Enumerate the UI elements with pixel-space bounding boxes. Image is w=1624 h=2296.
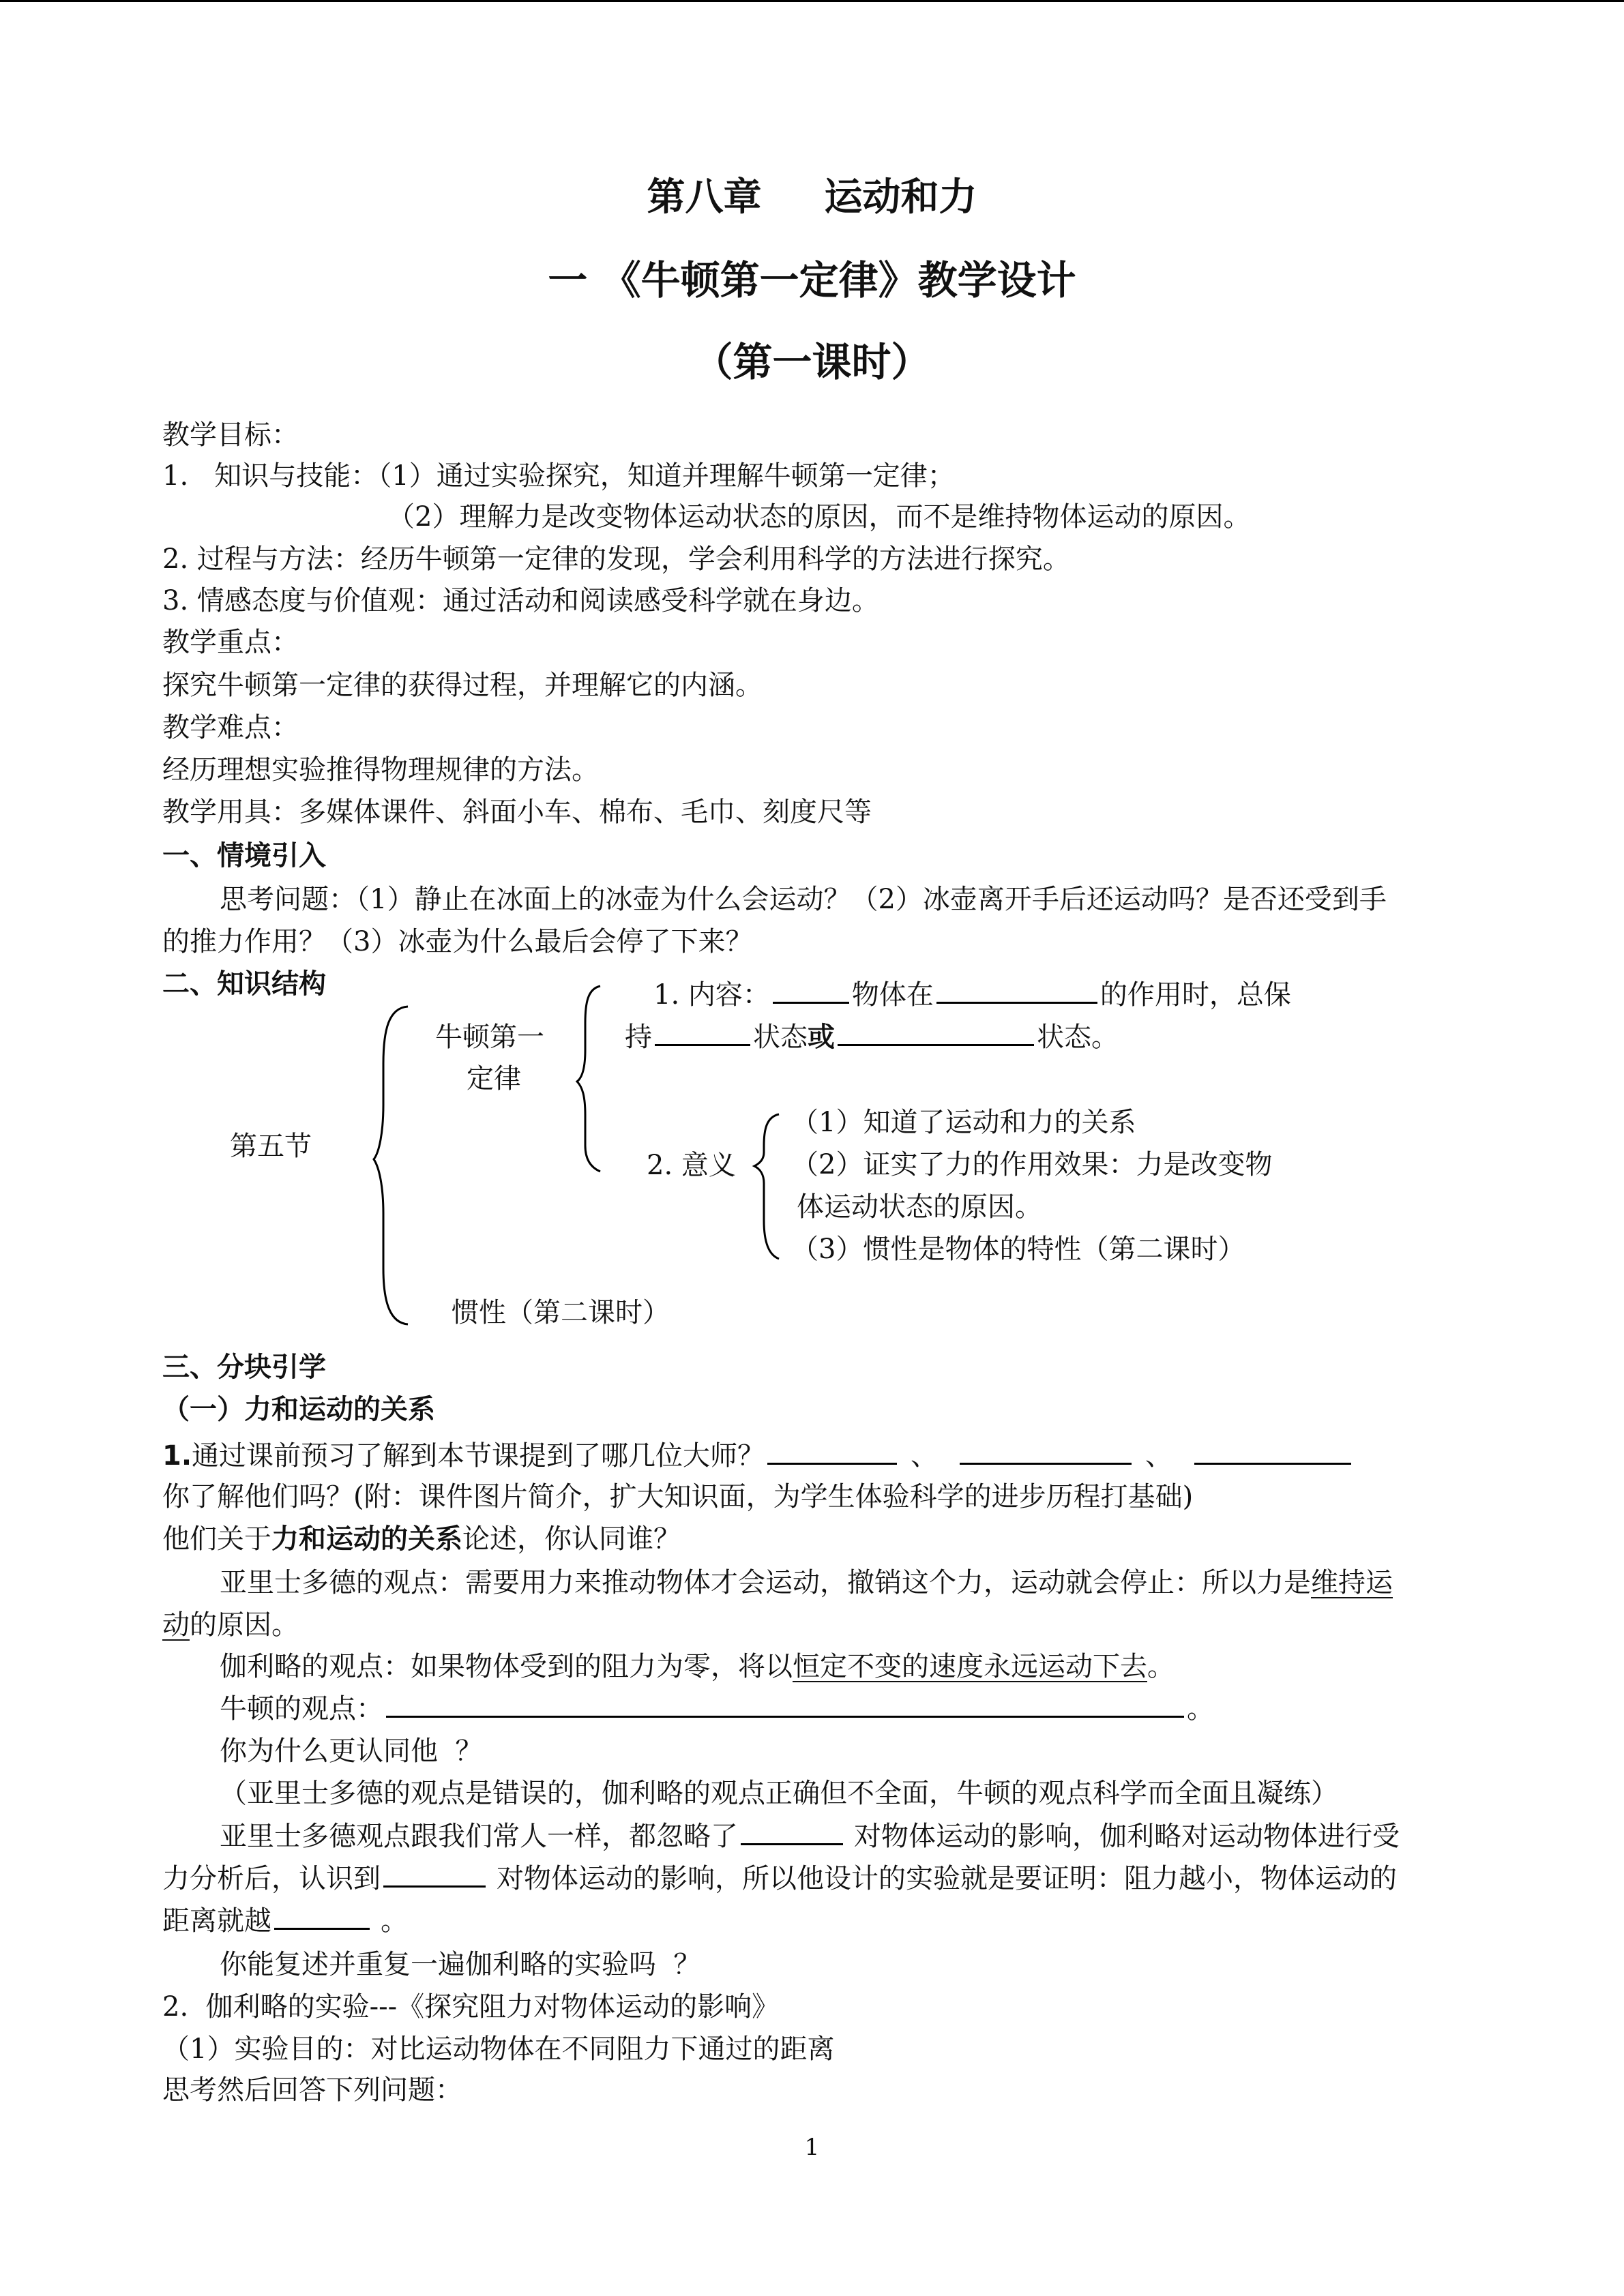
content-blank-4[interactable] [838, 1021, 1034, 1046]
question2-goal: （1）实验目的：对比运动物体在不同阻力下通过的距离 [162, 2033, 835, 2065]
content-prefix: 1. 内容： [653, 979, 770, 1011]
content-l2-or: 或 [808, 1022, 835, 1053]
content-l2-prefix: 持 [625, 1022, 652, 1053]
question1-line1 [162, 1436, 1354, 1476]
question2-title: 2. 伽利略的实验---《探究阻力对物体运动的影响》 [162, 1991, 780, 2023]
aristotle-end: 的原因。 [190, 1609, 299, 1641]
aristotle-underline-2: 动 [162, 1609, 190, 1641]
content-l2-mid: 状态 [753, 1022, 808, 1053]
section3-heading: 三、分块引学 [162, 1352, 326, 1383]
section3-sub1: （一）力和运动的关系 [162, 1394, 435, 1425]
section1-line1: 思考问题：（1）静止在冰面上的冰壶为什么会运动？（2）冰壶离开手后还运动吗？是否还受到手 [220, 884, 1387, 915]
q1-line3-a: 他们关于 [162, 1523, 271, 1555]
meaning-1: （1）知道了运动和力的关系 [791, 1107, 1136, 1138]
objective-3: 3. 情感态度与价值观：通过活动和阅读感受科学就在身边。 [162, 585, 879, 616]
structure-root: 第五节 [230, 1131, 312, 1162]
paragraph-line3 [162, 1901, 408, 1941]
objective-1a: 1. 知识与技能：（1）通过实验探究，知道并理解牛顿第一定律； [162, 460, 955, 492]
separator-2: 、 [1145, 1440, 1173, 1472]
law-brace [577, 986, 600, 1172]
question2-think: 思考然后回答下列问题： [162, 2074, 462, 2106]
galileo-underline: 恒定不变的速度永远运动下去 [793, 1651, 1147, 1682]
law-content-line2 [625, 1017, 1119, 1057]
key-points-heading: 教学重点： [162, 627, 299, 658]
key-points-text: 探究牛顿第一定律的获得过程，并理解它的内涵。 [162, 670, 763, 701]
content-l2-end: 状态。 [1037, 1022, 1119, 1053]
meaning-label: 2. 意义 [647, 1150, 736, 1181]
para-a: 亚里士多德观点跟我们常人一样，都忽略了 [220, 1821, 738, 1852]
galileo-view [220, 1647, 1175, 1686]
meaning-3: （3）惯性是物体的特性（第二课时） [791, 1234, 1245, 1265]
para2-b: 对物体运动的影响，所以他设计的实验就是要证明：阻力越小，物体运动的 [497, 1863, 1397, 1894]
content-blank-1[interactable] [773, 979, 849, 1004]
paragraph-line1 [220, 1817, 1400, 1856]
views-note: （亚里士多德的观点是错误的，伽利略的观点正确但不全面，牛顿的观点科学而全面且凝练） [220, 1778, 1338, 1809]
question1-number: 1. [162, 1440, 192, 1472]
content-blank-3[interactable] [655, 1021, 750, 1046]
structure-branch1-line2: 定律 [467, 1063, 521, 1094]
objectives-heading: 教学目标： [162, 419, 299, 451]
question1-line3 [162, 1519, 681, 1559]
difficulties-text: 经历理想实验推得物理规律的方法。 [162, 754, 599, 786]
para3-b: 。 [381, 1905, 408, 1937]
section1-line2: 的推力作用？（3）冰壶为什么最后会停了下来？ [162, 926, 753, 957]
content-mid1: 物体在 [851, 979, 934, 1011]
tools-text: 教学用具：多媒体课件、斜面小车、棉布、毛巾、刻度尺等 [162, 796, 872, 828]
question1-line2: 你了解他们吗？(附：课件图片简介，扩大知识面，为学生体验科学的进步历程打基础) [162, 1481, 1194, 1512]
recognized-blank[interactable] [383, 1862, 486, 1888]
ignored-blank[interactable] [741, 1820, 843, 1845]
separator-1: 、 [911, 1440, 939, 1472]
aristotle-underline-1: 维持运 [1311, 1567, 1393, 1598]
structure-branch2: 惯性（第二课时） [452, 1297, 670, 1328]
para2-a: 力分析后，认识到 [162, 1863, 381, 1894]
page-number: 1 [804, 2134, 820, 2161]
galileo-end: 。 [1147, 1651, 1175, 1682]
meaning-brace [754, 1114, 779, 1259]
master-blank-3[interactable] [1194, 1440, 1351, 1465]
objective-2: 2. 过程与方法：经历牛顿第一定律的发现，学会利用科学的方法进行探究。 [162, 543, 1070, 575]
newton-blank[interactable] [386, 1693, 1184, 1718]
master-blank-1[interactable] [767, 1440, 897, 1465]
objective-1b: （2）理解力是改变物体运动状态的原因，而不是维持物体运动的原因。 [387, 501, 1251, 533]
q1-line3-c: 论述，你认同谁？ [462, 1523, 681, 1555]
content-blank-2[interactable] [936, 979, 1097, 1004]
master-blank-2[interactable] [960, 1440, 1132, 1465]
aristotle-view-line1 [220, 1563, 1393, 1602]
question1-text: 通过课前预习了解到本节课提到了哪几位大师？ [192, 1440, 765, 1472]
why-question: 你为什么更认同他 ？ [220, 1735, 483, 1767]
period-title: （第一课时） [693, 339, 931, 385]
structure-branch1-line1: 牛顿第一 [435, 1022, 544, 1053]
content-mid2: 的作用时，总保 [1099, 979, 1291, 1011]
q1-line3-bold: 力和运动的关系 [271, 1523, 462, 1555]
distance-blank[interactable] [274, 1905, 370, 1930]
chapter-number: 第八章 [647, 175, 762, 220]
newton-text: 牛顿的观点： [220, 1693, 383, 1725]
newton-view [220, 1689, 1214, 1729]
difficulties-heading: 教学难点： [162, 712, 299, 743]
aristotle-text: 亚里士多德的观点：需要用力来推动物体才会运动，撤销这个力，运动就会停止：所以力是 [220, 1567, 1311, 1598]
large-brace [374, 1007, 408, 1324]
aristotle-view-line2 [162, 1605, 299, 1645]
newton-end: 。 [1187, 1693, 1214, 1725]
section1-heading: 一、情境引入 [162, 840, 326, 871]
retell-question: 你能复述并重复一遍伽利略的实验吗 ？ [220, 1949, 701, 1980]
meaning-2b: 体运动状态的原因。 [797, 1191, 1042, 1223]
law-content-line1 [653, 975, 1291, 1015]
chapter-name: 运动和力 [824, 175, 977, 220]
para-b: 对物体运动的影响，伽利略对运动物体进行受 [854, 1821, 1400, 1852]
paragraph-line2 [162, 1859, 1397, 1898]
meaning-2a: （2）证实了力的作用效果：力是改变物 [791, 1149, 1273, 1180]
section2-heading: 二、知识结构 [162, 968, 326, 1000]
para3-a: 距离就越 [162, 1905, 271, 1937]
lesson-title: 一 《牛顿第一定律》教学设计 [548, 257, 1076, 303]
galileo-text: 伽利略的观点：如果物体受到的阻力为零，将以 [220, 1651, 793, 1682]
